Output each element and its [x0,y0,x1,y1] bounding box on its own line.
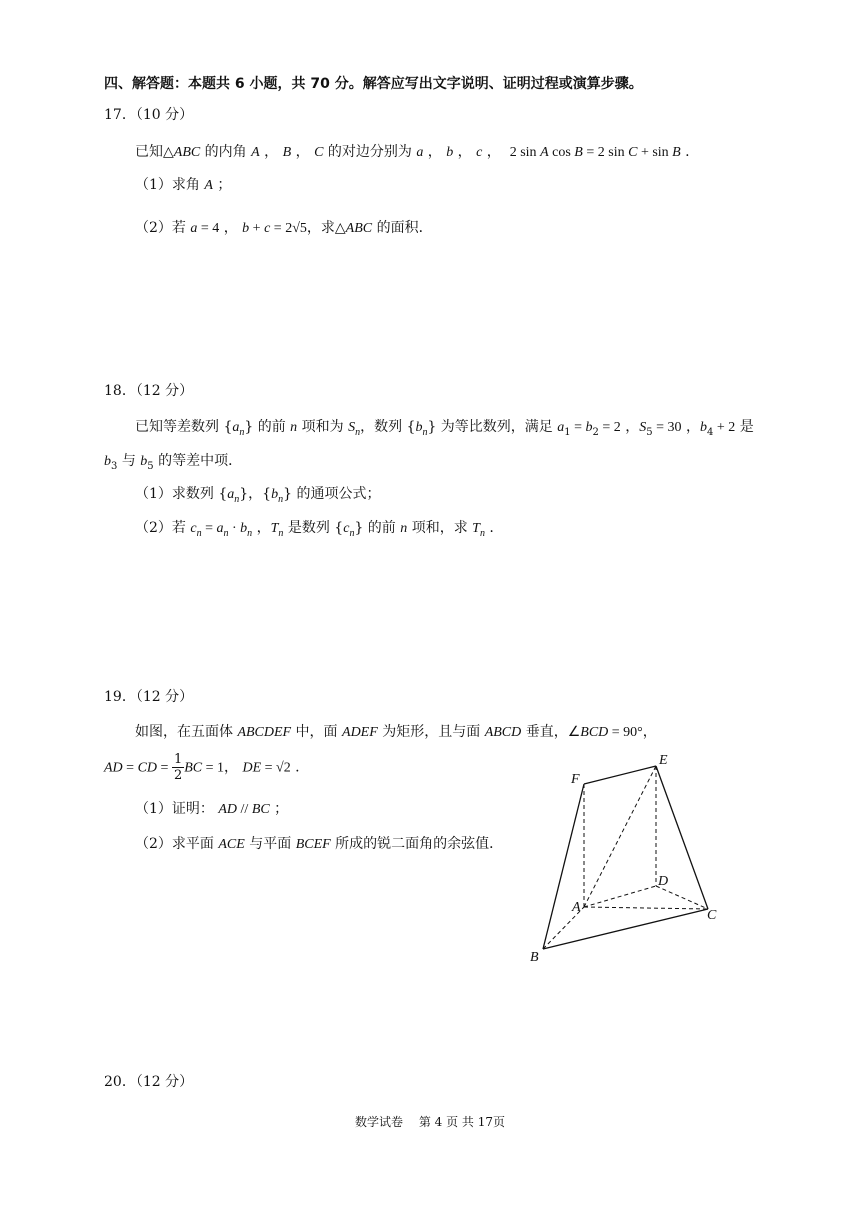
edge-FE [584,766,656,784]
edge-AE [584,766,656,907]
page-footer: 数学试卷 第 4 页 共 17页 [355,1115,505,1129]
label-E: E [659,753,668,768]
q18-line1: 已知等差数列 $\{a_n\}$ 的前 n 项和为 $S_n$，数列 $\{b_n\}$ 为等比数列，满足 $a_1 = b_2 = 2$ ，$S_5 = 30$ ，$b_4 + 2$ 是 [135,419,754,438]
q17-part1: （1）求角 A ； [135,177,232,193]
edge-FB [543,784,584,949]
label-C: C [707,908,717,923]
q19-part2: （2）求平面 ACE 与平面 BCEF 所成的锐二面角的余弦值． [135,836,504,852]
q17-part2: （2）若 a = 4 ， b + c = 2√5，求△ABC 的面积． [135,220,433,236]
q19-conditions: AD = CD = $\frac{1}{2}$ BC = 1， DE = √2 . [104,752,300,783]
label-A: A [572,900,581,915]
q20-number: 20．（12 分） [104,1074,194,1090]
edge-BC [543,909,708,949]
edge-AD [584,886,656,907]
pentahedron-figure [520,745,750,975]
label-D: D [658,874,669,889]
q19-number: 19．（12 分） [104,689,194,705]
edge-AC [584,907,708,909]
q19-part1: （1）证明： AD // BC ； [135,801,289,817]
section-header: 四、解答题：本题共 6 小题，共 70 分。解答应写出文字说明、证明过程或演算步骤。 [104,76,643,92]
q17-stem: 已知△ABC 的内角 A ， B ， C 的对边分别为 a ， b ， c ， 2 sin A cos B = 2 sin C + sin B . [135,144,690,160]
q19-line1: 如图，在五面体 ABCDEF 中，面 ADEF 为矩形，且与面 ABCD 垂直，∠BCD = 90°， [135,724,657,740]
q18-part2: （2）若 $c_n = a_n \cdot b_n$ ，$T_n$ 是数列 $\{c_n\}$ 的前 n 项和，求 $T_n$ . [135,520,494,539]
label-B: B [530,950,539,965]
q17-number: 17．（10 分） [104,107,194,123]
q18-number: 18．（12 分） [104,383,194,399]
q18-part1: （1）求数列 $\{a_n\}$，$\{b_n\}$ 的通项公式； [135,486,381,505]
label-F: F [571,772,580,787]
q18-line2: $b_3$ 与 $b_5$ 的等差中项． [104,453,243,472]
